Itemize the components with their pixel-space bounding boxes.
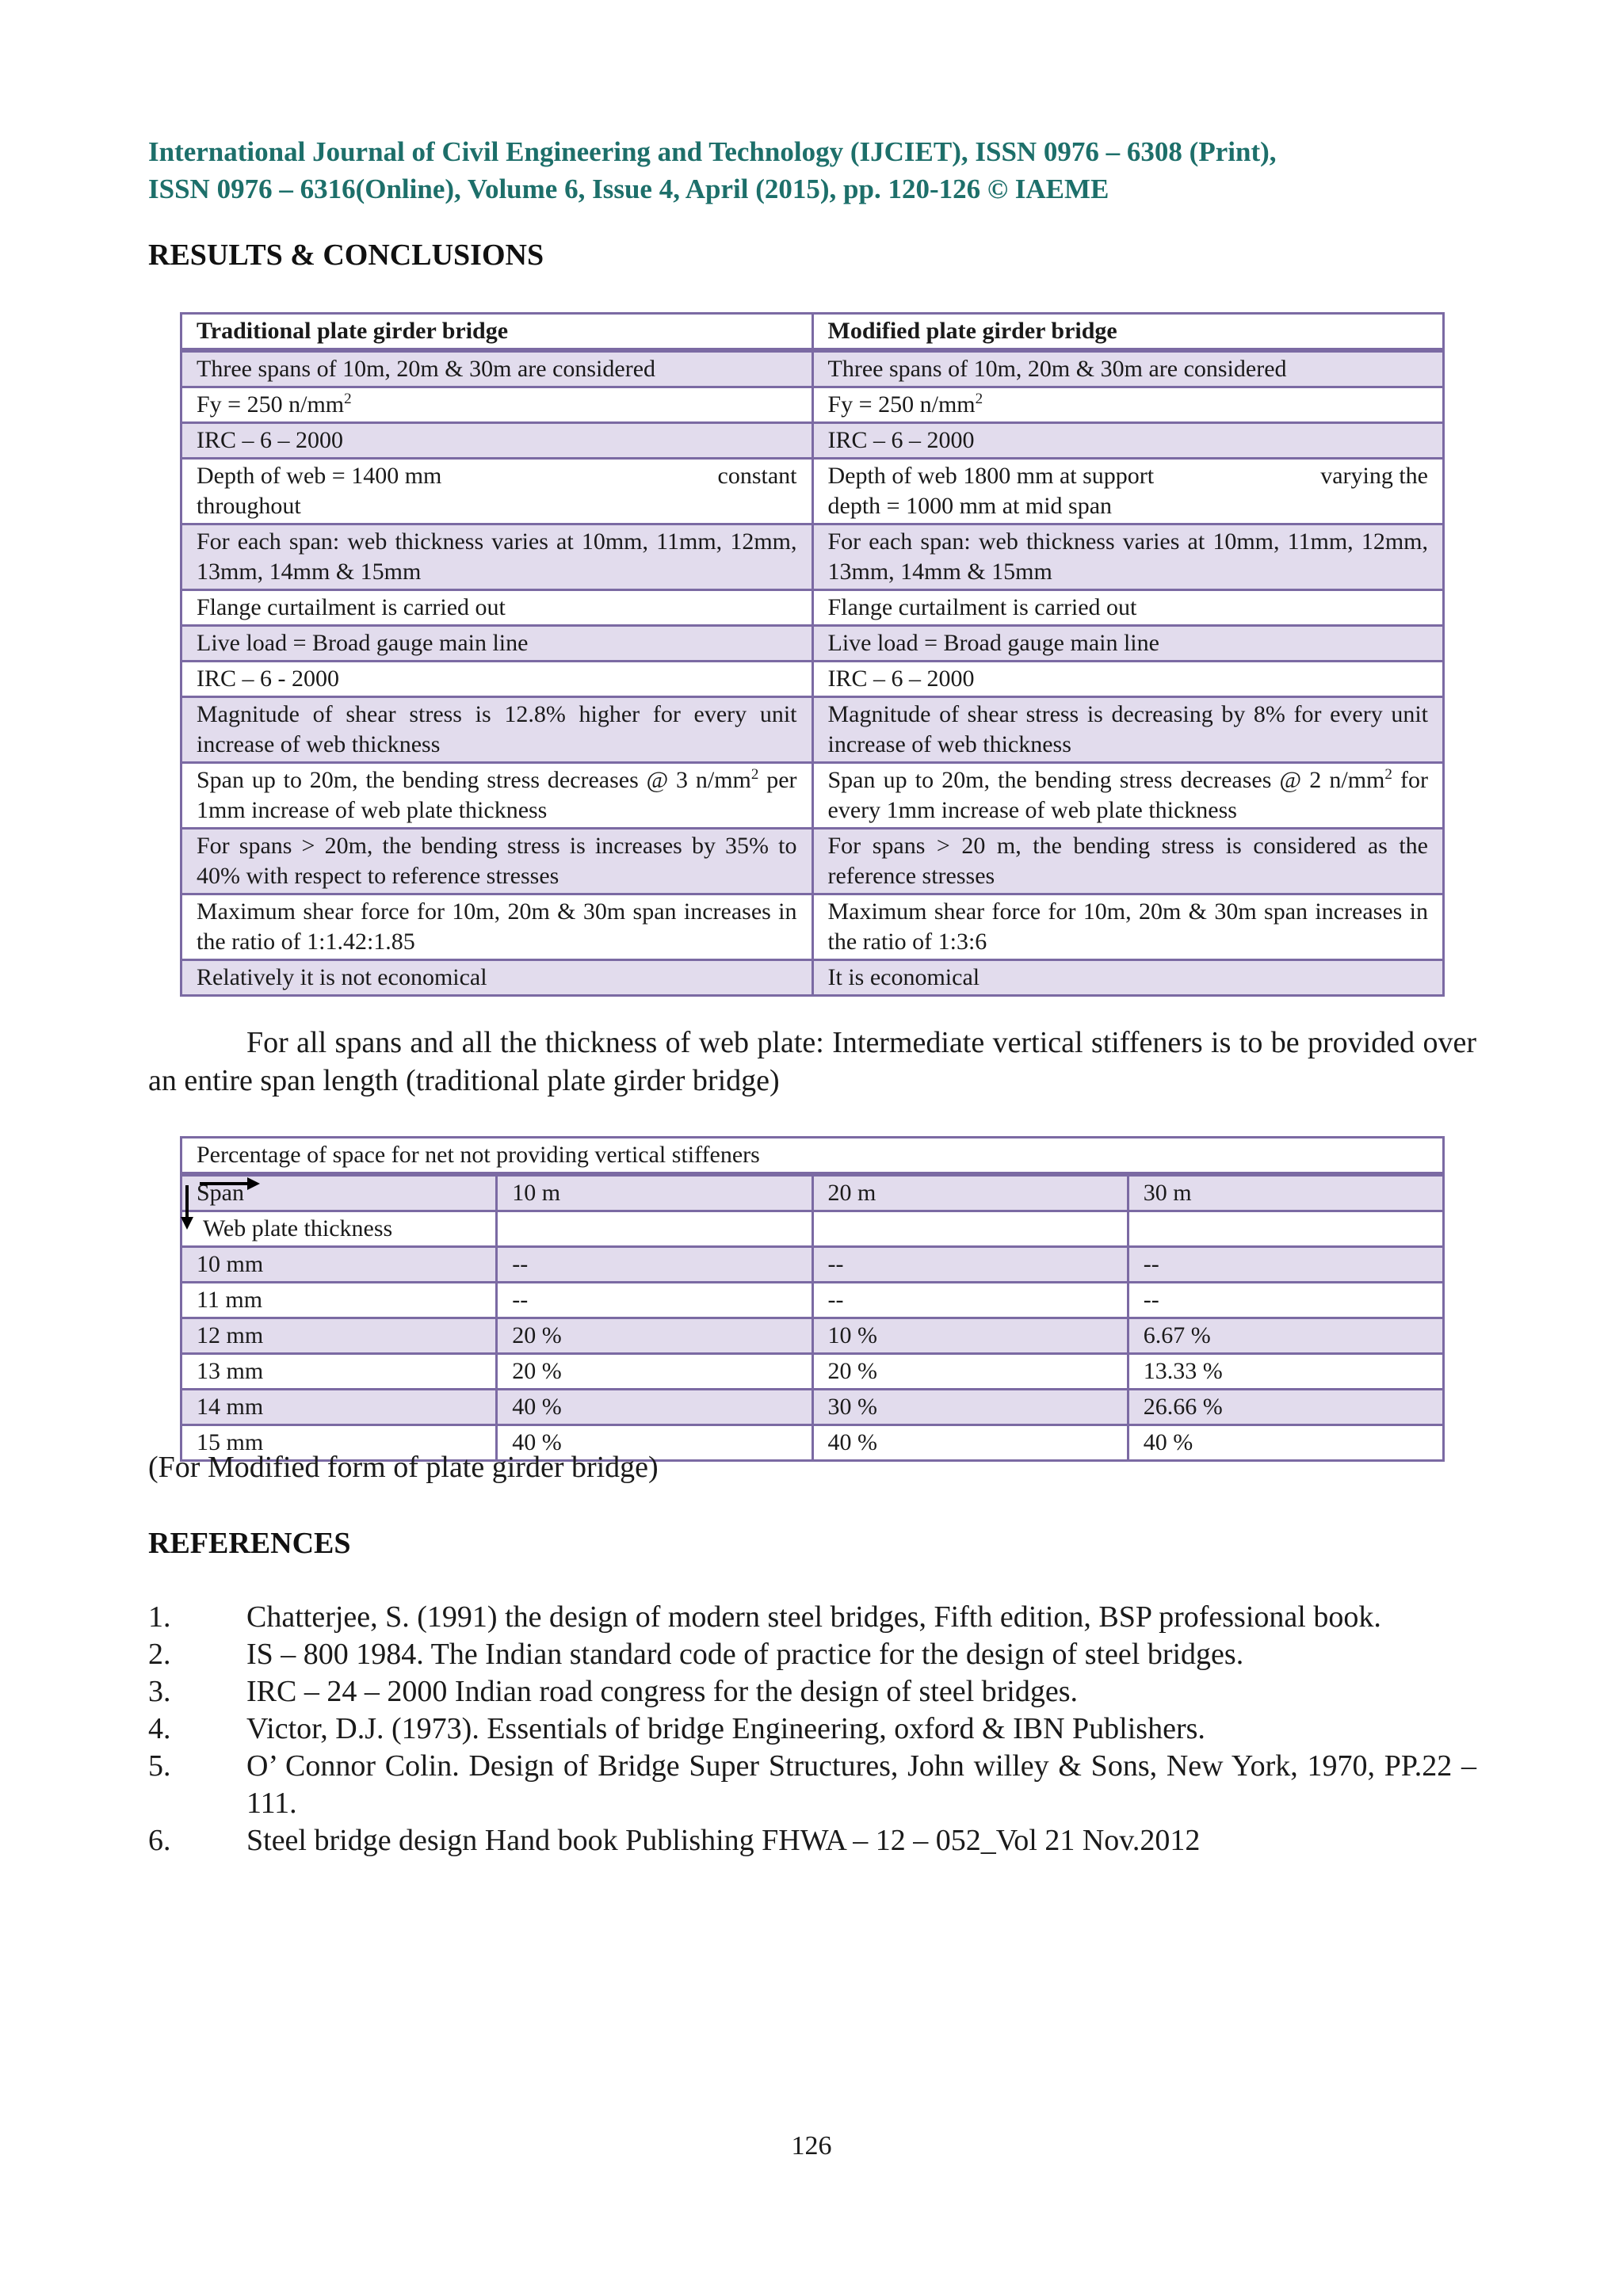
percentage-cell: -- <box>812 1247 1128 1283</box>
reference-text: Steel bridge design Hand book Publishing FHWA – 12 – 052_Vol 21 Nov.2012 <box>246 1824 1201 1857</box>
thickness-cell: 10 mm <box>181 1247 497 1283</box>
cell-text: Span up to 20m, the bending stress decreases @ 3 n/mm <box>197 767 751 793</box>
empty-cell <box>497 1211 812 1247</box>
traditional-cell: Maximum shear force for 10m, 20m & 30m span increases in the ratio of 1:1.42:1.85 <box>181 894 813 960</box>
journal-header <box>148 133 1495 208</box>
table-row <box>181 697 1444 763</box>
list-item <box>148 1711 1476 1748</box>
percentage-cell: 10 % <box>812 1318 1128 1354</box>
percentage-cell: -- <box>1128 1283 1443 1318</box>
percentage-cell: -- <box>812 1283 1128 1318</box>
superscript: 2 <box>750 766 759 783</box>
stiffener-title-row <box>181 1138 1444 1175</box>
traditional-cell: Three spans of 10m, 20m & 30m are considered <box>181 350 813 387</box>
reference-text: O’ Connor Colin. Design of Bridge Super Structures, John willey & Sons, New York, 1970, PP.22 – 111. <box>246 1749 1476 1820</box>
percentage-cell: 40 % <box>497 1390 812 1425</box>
modified-cell: IRC – 6 – 2000 <box>812 662 1444 697</box>
percentage-cell: 6.67 % <box>1128 1318 1443 1354</box>
table-row <box>181 590 1444 626</box>
reference-text: Chatterjee, S. (1991) the design of modern steel bridges, Fifth edition, BSP professional book. <box>246 1600 1381 1634</box>
superscript: 2 <box>1384 766 1392 783</box>
modified-cell: Maximum shear force for 10m, 20m & 30m span increases in the ratio of 1:3:6 <box>812 894 1444 960</box>
reference-number: 3. <box>148 1675 171 1708</box>
thickness-cell: 13 mm <box>181 1354 497 1390</box>
table-row <box>181 350 1444 387</box>
table-row <box>181 423 1444 459</box>
journal-header-line-2: ISSN 0976 – 6316(Online), Volume 6, Issue 4, April (2015), pp. 120-126 © IAEME <box>148 174 1109 204</box>
modified-cell: Live load = Broad gauge main line <box>812 626 1444 662</box>
header-modified: Modified plate girder bridge <box>812 314 1444 351</box>
table-row <box>181 894 1444 960</box>
traditional-cell: For spans > 20m, the bending stress is increases by 35% to 40% with respect to reference stresses <box>181 829 813 894</box>
table-row <box>181 829 1444 894</box>
list-item <box>148 1822 1476 1859</box>
cell-text: per 1mm increase of web plate thickness <box>197 767 797 823</box>
traditional-cell: IRC – 6 - 2000 <box>181 662 813 697</box>
traditional-cell: Relatively it is not economical <box>181 960 813 996</box>
header-traditional: Traditional plate girder bridge <box>181 314 813 351</box>
table-row <box>181 763 1444 829</box>
reference-text: Victor, D.J. (1973). Essentials of bridge Engineering, oxford & IBN Publishers. <box>246 1712 1205 1745</box>
span-header-row <box>181 1174 1444 1211</box>
stiffener-table <box>180 1136 1445 1462</box>
percentage-cell: 20 % <box>497 1318 812 1354</box>
empty-cell <box>812 1211 1128 1247</box>
web-label-row <box>181 1211 1444 1247</box>
thickness-cell: 11 mm <box>181 1283 497 1318</box>
thickness-cell: 12 mm <box>181 1318 497 1354</box>
modified-cell: For each span: web thickness varies at 10mm, 11mm, 12mm, 13mm, 14mm & 15mm <box>812 524 1444 590</box>
traditional-cell: For each span: web thickness varies at 10mm, 11mm, 12mm, 13mm, 14mm & 15mm <box>181 524 813 590</box>
traditional-cell: Flange curtailment is carried out <box>181 590 813 626</box>
percentage-cell: 40 % <box>497 1425 812 1461</box>
reference-number: 5. <box>148 1749 171 1783</box>
percentage-cell: -- <box>1128 1247 1443 1283</box>
cell-text: Depth of web = 1400 mm <box>197 463 442 489</box>
percentage-cell: 20 % <box>812 1354 1128 1390</box>
journal-header-line-1: International Journal of Civil Engineering and Technology (IJCIET), ISSN 0976 – 6308 (Print), <box>148 136 1277 167</box>
table-row <box>181 1390 1444 1425</box>
reference-text: IRC – 24 – 2000 Indian road congress for the design of steel bridges. <box>246 1675 1079 1708</box>
table-row <box>181 1247 1444 1283</box>
table-row <box>181 626 1444 662</box>
references-heading: REFERENCES <box>148 1527 351 1560</box>
span-column-header: 20 m <box>812 1174 1128 1211</box>
superscript: 2 <box>975 391 983 407</box>
cell-text: throughout <box>197 493 301 519</box>
cell-text: Fy = 250 n/mm <box>197 391 345 418</box>
table-row <box>181 459 1444 524</box>
cell-text: depth = 1000 mm at mid span <box>827 493 1113 519</box>
cell-text: constant <box>717 463 797 489</box>
page-number: 126 <box>791 2131 832 2161</box>
reference-number: 2. <box>148 1638 171 1671</box>
modified-cell <box>812 459 1444 524</box>
web-plate-thickness-label: Web plate thickness <box>181 1211 497 1247</box>
reference-number: 6. <box>148 1824 171 1857</box>
table-row <box>181 1283 1444 1318</box>
traditional-cell <box>181 459 813 524</box>
table-row <box>181 524 1444 590</box>
table-row <box>181 387 1444 423</box>
list-item <box>148 1748 1476 1822</box>
modified-cell: IRC – 6 – 2000 <box>812 423 1444 459</box>
superscript: 2 <box>344 391 352 407</box>
percentage-cell: 30 % <box>812 1390 1128 1425</box>
reference-text: IS – 800 1984. The Indian standard code of practice for the design of steel bridges. <box>246 1638 1244 1671</box>
list-item <box>148 1673 1476 1711</box>
modified-cell: Flange curtailment is carried out <box>812 590 1444 626</box>
percentage-cell: 13.33 % <box>1128 1354 1443 1390</box>
modified-cell: Three spans of 10m, 20m & 30m are considered <box>812 350 1444 387</box>
table-row <box>181 662 1444 697</box>
arrow-down-icon <box>179 1184 195 1231</box>
table-row <box>181 1318 1444 1354</box>
modified-cell <box>812 763 1444 829</box>
percentage-cell: -- <box>497 1283 812 1318</box>
arrow-right-icon <box>198 1176 262 1192</box>
modified-cell: It is economical <box>812 960 1444 996</box>
cell-text: varying the <box>1320 463 1428 489</box>
thickness-cell: 15 mm <box>181 1425 497 1461</box>
traditional-cell: Magnitude of shear stress is 12.8% higher for every unit increase of web thickness <box>181 697 813 763</box>
comparison-header-row <box>181 314 1444 351</box>
comparison-table <box>180 312 1445 997</box>
table-caption: (For Modified form of plate girder bridge) <box>148 1451 659 1484</box>
cell-text: Depth of web 1800 mm at support <box>827 463 1155 489</box>
cell-text: Span up to 20m, the bending stress decreases @ 2 n/mm <box>827 767 1385 793</box>
traditional-cell: Live load = Broad gauge main line <box>181 626 813 662</box>
span-column-header: 10 m <box>497 1174 812 1211</box>
modified-cell <box>812 387 1444 423</box>
table-row <box>181 1354 1444 1390</box>
empty-cell <box>1128 1211 1443 1247</box>
paragraph-text: For all spans and all the thickness of web plate: Intermediate vertical stiffeners is to be provided over an entire span length (traditional plate girder bridge) <box>148 1026 1476 1097</box>
percentage-cell: 20 % <box>497 1354 812 1390</box>
reference-number: 1. <box>148 1600 171 1634</box>
cell-text: Fy = 250 n/mm <box>827 391 976 418</box>
results-heading: RESULTS & CONCLUSIONS <box>148 238 544 272</box>
percentage-cell: -- <box>497 1247 812 1283</box>
stiffener-paragraph <box>148 1024 1476 1100</box>
percentage-cell: 40 % <box>812 1425 1128 1461</box>
table-row <box>181 960 1444 996</box>
percentage-cell: 40 % <box>1128 1425 1443 1461</box>
reference-list <box>148 1599 1476 1859</box>
reference-number: 4. <box>148 1712 171 1745</box>
list-item <box>148 1636 1476 1673</box>
span-label: Span <box>181 1174 497 1211</box>
stiffener-table-title: Percentage of space for net not providing vertical stiffeners <box>181 1138 1444 1175</box>
thickness-cell: 14 mm <box>181 1390 497 1425</box>
percentage-cell: 26.66 % <box>1128 1390 1443 1425</box>
modified-cell: Magnitude of shear stress is decreasing by 8% for every unit increase of web thickness <box>812 697 1444 763</box>
cell-text: for every 1mm increase of web plate thickness <box>827 767 1429 823</box>
span-column-header: 30 m <box>1128 1174 1443 1211</box>
list-item <box>148 1599 1476 1636</box>
traditional-cell: IRC – 6 – 2000 <box>181 423 813 459</box>
traditional-cell <box>181 387 813 423</box>
modified-cell: For spans > 20 m, the bending stress is considered as the reference stresses <box>812 829 1444 894</box>
traditional-cell <box>181 763 813 829</box>
